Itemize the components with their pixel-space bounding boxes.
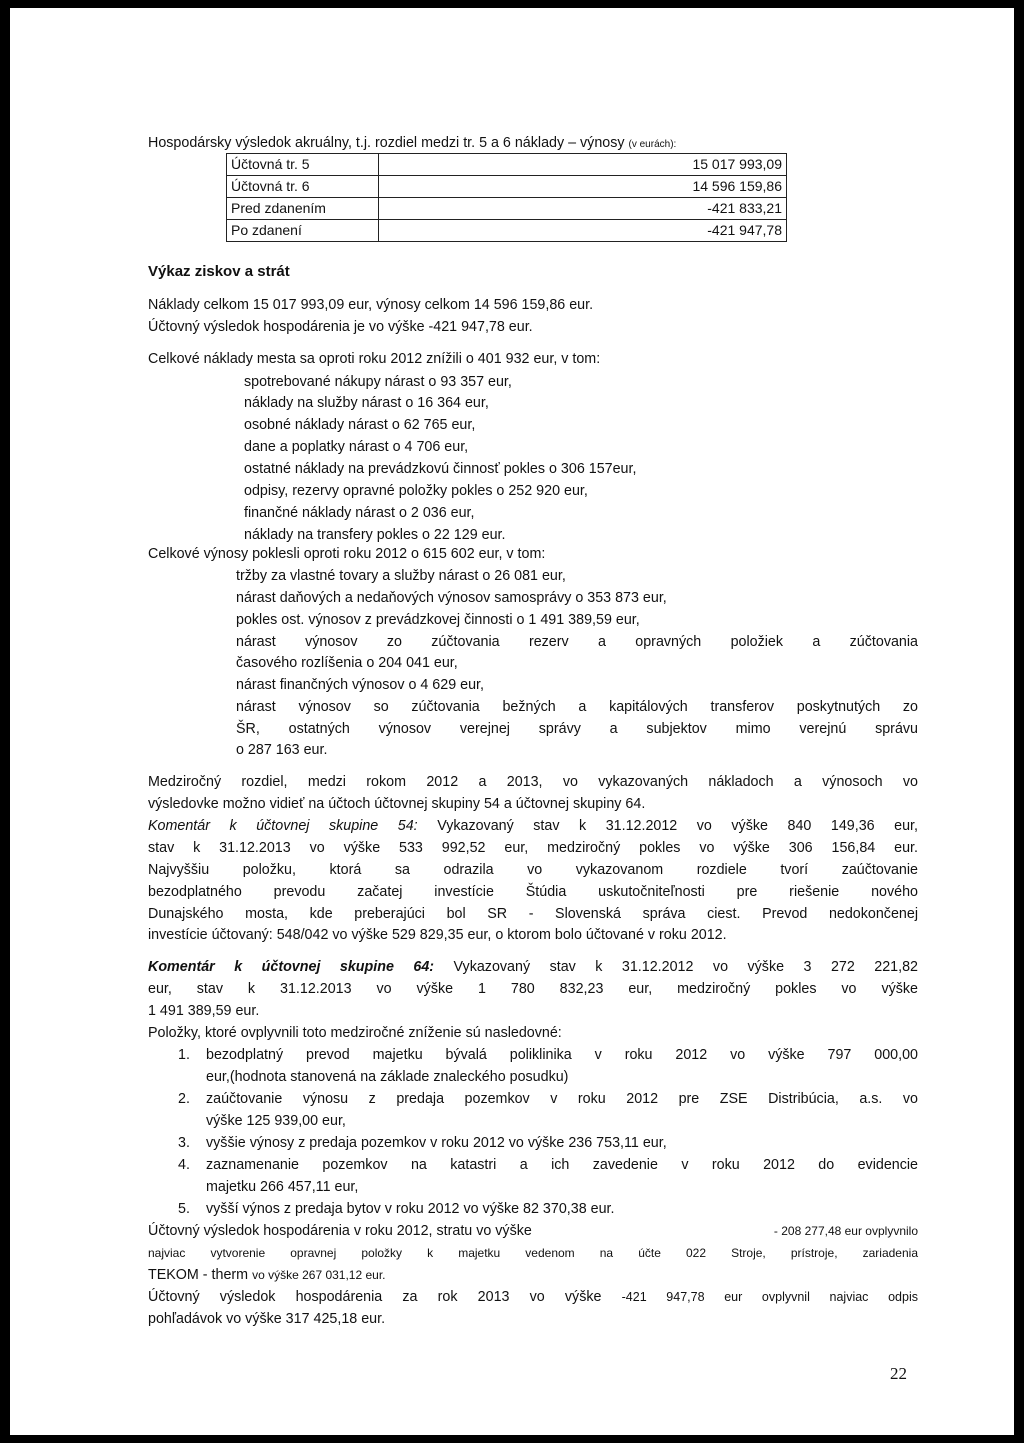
result-2012-line (148, 1266, 918, 1284)
row-value: 15 017 993,09 (379, 154, 787, 176)
list-number: 1. (178, 1047, 190, 1063)
numbered-item: vyššie výnosy z predaja pozemkov v roku 2012 vo výške 236 753,11 eur, (206, 1135, 667, 1151)
list-number: 3. (178, 1135, 190, 1151)
list-item-cont: časového rozlíšenia o 204 041 eur, (236, 655, 458, 671)
list-item: odpisy, rezervy opravné položky pokles o 252 920 eur, (244, 483, 588, 499)
document-page (10, 8, 1014, 1435)
numbered-item-cont: výške 125 939,00 eur, (206, 1113, 346, 1129)
result-2012-value: vo výške 267 031,12 eur. (252, 1268, 386, 1282)
comment-54-line: bezodplatného prevodu začatej investície Štúdia uskutočniteľnosti pre riešenie nového (148, 884, 918, 900)
row-value: 14 596 159,86 (379, 176, 787, 198)
comment-64-line (148, 958, 918, 976)
comment-54-line: Dunajského mosta, kde preberajúci bol SR - Slovenská správa ciest. Prevod nedokončenej (148, 906, 918, 922)
comment-54-text: Vykazovaný stav k 31.12.2012 vo výške 840 149,36 eur, (437, 818, 918, 834)
result-intro (148, 134, 918, 154)
comment-54-label: Komentár k účtovnej skupine 54: (148, 818, 418, 834)
revenues-intro: Celkové výnosy poklesli oproti roku 2012 o 615 602 eur, v tom: (148, 546, 546, 562)
list-item: spotrebované nákupy nárast o 93 357 eur, (244, 374, 512, 390)
row-label: Pred zdanením (227, 198, 379, 220)
list-item: pokles ost. výnosov z prevádzkovej činnosti o 1 491 389,59 eur, (236, 612, 640, 628)
list-item: finančné náklady nárast o 2 036 eur, (244, 505, 475, 521)
row-value: -421 947,78 (379, 220, 787, 242)
table-row (227, 220, 787, 242)
result-2013-value: -421 947,78 eur ovplyvnil najviac odpis (621, 1290, 918, 1304)
list-item: tržby za vlastné tovary a služby nárast o 26 081 eur, (236, 568, 566, 584)
list-item: osobné náklady nárast o 62 765 eur, (244, 417, 476, 433)
result-2012-line (148, 1222, 918, 1240)
list-item: nárast výnosov so zúčtovania bežných a kapitálových transferov poskytnutých zo (236, 699, 918, 715)
result-2013-line: pohľadávok vo výške 317 425,18 eur. (148, 1311, 386, 1327)
result-2012-line: najviac vytvorenie opravnej položky k majetku vedenom na účte 022 Stroje, prístroje, zariadenia (148, 1246, 918, 1260)
list-number: 5. (178, 1201, 190, 1217)
list-item: nárast finančných výnosov o 4 629 eur, (236, 677, 484, 693)
list-number: 2. (178, 1091, 190, 1107)
numbered-item-cont: majetku 266 457,11 eur, (206, 1179, 359, 1195)
row-label: Po zdanení (227, 220, 379, 242)
page-number: 22 (890, 1364, 907, 1383)
numbered-item: zaúčtovanie výnosu z predaja pozemkov v roku 2012 pre ZSE Distribúcia, a.s. vo (206, 1091, 918, 1107)
comment-54-line: Najvyššiu položku, ktorá sa odrazila vo vykazovanom rozdiele tvorí zaúčtovanie (148, 862, 918, 878)
list-item: nárast výnosov zo zúčtovania rezerv a opravných položiek a zúčtovania (236, 634, 918, 650)
result-2012-text: Účtovný výsledok hospodárenia v roku 2012, stratu vo výške (148, 1223, 532, 1239)
numbered-item: zaznamenanie pozemkov na katastri a ich zavedenie v roku 2012 do evidencie (206, 1157, 918, 1173)
comment-54-line (148, 817, 918, 835)
comment-64-label: Komentár k účtovnej skupine 64: (148, 959, 435, 975)
list-number: 4. (178, 1157, 190, 1173)
table-row (227, 176, 787, 198)
table-row (227, 154, 787, 176)
list-item-cont: o 287 163 eur. (236, 742, 328, 758)
list-item: náklady na transfery pokles o 22 129 eur. (244, 527, 506, 543)
numbered-item: vyšší výnos z predaja bytov v roku 2012 vo výške 82 370,38 eur. (206, 1201, 615, 1217)
section-title: Výkaz ziskov a strát (148, 263, 290, 280)
list-item: dane a poplatky nárast o 4 706 eur, (244, 439, 469, 455)
comment-64-line: eur, stav k 31.12.2013 vo výške 1 780 832,23 eur, medziročný pokles vo výške (148, 981, 918, 997)
result-2012-text: TEKOM - therm (148, 1267, 249, 1283)
comment-54-line: stav k 31.12.2013 vo výške 533 992,52 eur, medziročný pokles vo výške 306 156,84 eur. (148, 840, 918, 856)
row-label: Účtovná tr. 6 (227, 176, 379, 198)
comment-64-line: 1 491 389,59 eur. (148, 1003, 260, 1019)
result-2012-value: - 208 277,48 eur ovplyvnilo (773, 1224, 918, 1238)
list-item: náklady na služby nárast o 16 364 eur, (244, 395, 489, 411)
list-item: nárast daňových a nedaňových výnosov samosprávy o 353 873 eur, (236, 590, 667, 606)
list-item-cont: ŠR, ostatných výnosov verejnej správy a subjektov mimo verejnú správu (236, 721, 918, 737)
results-table (226, 153, 787, 242)
summary-line: Účtovný výsledok hospodárenia je vo výške -421 947,78 eur. (148, 319, 533, 335)
row-value: -421 833,21 (379, 198, 787, 220)
table-row (227, 198, 787, 220)
list-item: ostatné náklady na prevádzkovú činnosť pokles o 306 157eur, (244, 461, 637, 477)
comment-54-line: investície účtovaný: 548/042 vo výške 529 829,35 eur, o ktorom bolo účtované v roku 2012. (148, 927, 727, 943)
comment-64-text: Vykazovaný stav k 31.12.2012 vo výške 3 272 221,82 (453, 959, 918, 975)
items-intro: Položky, ktoré ovplyvnili toto medziročné zníženie sú nasledovné: (148, 1025, 562, 1041)
result-2013-line (148, 1288, 918, 1306)
numbered-item-cont: eur,(hodnota stanovená na základe znaleckého posudku) (206, 1069, 569, 1085)
result-2013-text: Účtovný výsledok hospodárenia za rok 2013 vo výške (148, 1289, 602, 1305)
costs-intro: Celkové náklady mesta sa oproti roku 2012 znížili o 401 932 eur, v tom: (148, 351, 601, 367)
unit-note: (v eurách): (628, 139, 677, 150)
diff-paragraph: výsledovke možno vidieť na účtoch účtovnej skupiny 54 a účtovnej skupiny 64. (148, 796, 646, 812)
numbered-item: bezodplatný prevod majetku bývalá poliklinika v roku 2012 vo výške 797 000,00 (206, 1047, 918, 1063)
row-label: Účtovná tr. 5 (227, 154, 379, 176)
diff-paragraph: Medziročný rozdiel, medzi rokom 2012 a 2013, vo vykazovaných nákladoch a výnosoch vo (148, 774, 918, 790)
result-intro-text: Hospodársky výsledok akruálny, t.j. rozdiel medzi tr. 5 a 6 náklady – výnosy (148, 135, 625, 151)
summary-line: Náklady celkom 15 017 993,09 eur, výnosy celkom 14 596 159,86 eur. (148, 297, 594, 313)
